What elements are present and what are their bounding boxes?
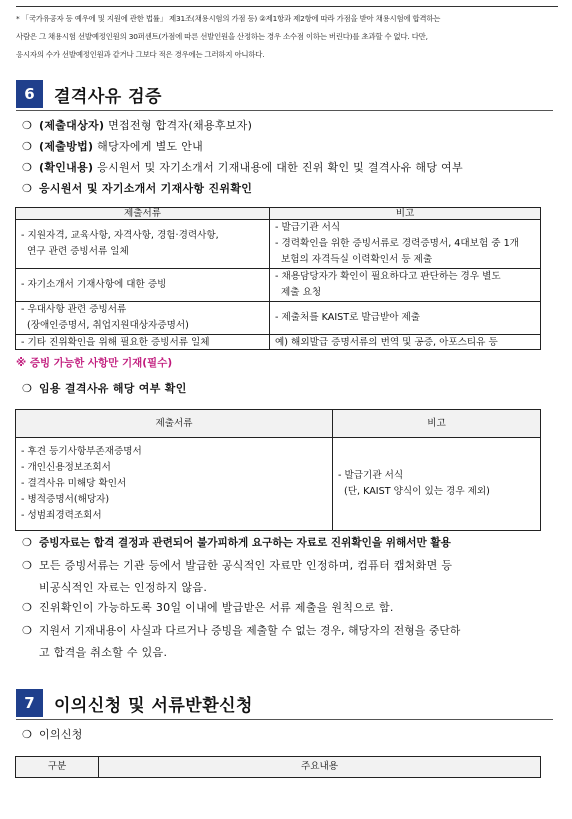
- table-cell: [270, 269, 541, 302]
- table-cell: [270, 302, 541, 335]
- bullet-text: 응시원서 및 자기소개서 기재내용에 대한 진위 확인 및 결격사유 해당 여부: [93, 161, 463, 174]
- table-row: [16, 335, 541, 350]
- table-row: [16, 438, 541, 531]
- paragraph-item: [22, 532, 547, 554]
- bullet-text: 응시원서 및 자기소개서 기재사항 진위확인: [39, 182, 253, 195]
- paragraph-item: [22, 555, 547, 599]
- circle-bullet-icon: ❍: [22, 140, 33, 153]
- cell-line: - 기타 진위확인을 위해 필요한 증빙서류 일체: [21, 336, 210, 348]
- bullet-item: [22, 160, 463, 176]
- circle-bullet-icon: ❍: [22, 119, 33, 132]
- table-header-row: [16, 208, 541, 220]
- bullet-label: (제출대상자): [39, 119, 105, 132]
- circle-bullet-icon: ❍: [22, 624, 33, 637]
- circle-bullet-icon: ❍: [22, 382, 33, 395]
- section-title: 결격사유 검증: [54, 86, 162, 107]
- cell-line: - 경력확인을 위한 증빙서류로 경력증명서, 4대보험 중 1개: [275, 238, 519, 249]
- column-header: 비고: [270, 208, 541, 220]
- section-divider: [16, 719, 553, 720]
- paragraph-continuation: 고 합격을 취소할 수 있음.: [39, 646, 168, 659]
- footnote-line: 응시자의 수가 선발예정인원과 같거나 그보다 적은 경우에는 그러하지 아니하다.: [16, 50, 265, 59]
- column-header: 제출서류: [16, 208, 270, 220]
- paragraph-item: [22, 597, 547, 619]
- circle-bullet-icon: ❍: [22, 601, 33, 614]
- cell-line: - 결격사유 미해당 확인서: [21, 478, 127, 489]
- cell-line: - 개인신용정보조회서: [21, 462, 111, 473]
- cell-line: - 성범죄경력조회서: [21, 510, 102, 521]
- disqualification-check-table: [15, 409, 541, 531]
- table-cell: [270, 335, 541, 350]
- required-note: ※ 증빙 가능한 사항만 기재(필수): [16, 357, 173, 369]
- footnote: [16, 6, 558, 64]
- column-header: 구분: [16, 757, 99, 778]
- cell-line: - 발급기관 서식: [275, 222, 341, 233]
- circle-bullet-icon: ❍: [22, 536, 33, 549]
- table-header-row: [16, 757, 541, 778]
- cell-line: - 채용담당자가 확인이 필요하다고 판단하는 경우 별도: [275, 271, 501, 282]
- circle-bullet-icon: ❍: [22, 161, 33, 174]
- paragraph-text: 진위확인이 가능하도록 30일 이내에 발급받은 서류 제출을 원칙으로 함.: [39, 601, 394, 614]
- section-number: 6: [16, 80, 43, 108]
- column-header: 제출서류: [16, 410, 333, 438]
- table-cell: [16, 302, 270, 335]
- paragraph-text: 지원서 기재내용이 사실과 다르거나 증빙을 제출할 수 없는 경우, 해당자의 전형을 중단하: [39, 624, 461, 637]
- circle-bullet-icon: ❍: [22, 559, 33, 572]
- bullet-item: [22, 727, 83, 743]
- column-header: 주요내용: [99, 757, 541, 778]
- bullet-item: [22, 118, 252, 134]
- table-cell: [16, 269, 270, 302]
- section-divider: [16, 110, 553, 111]
- table-cell: [16, 335, 270, 350]
- cell-line: 예) 해외발급 증명서류의 번역 및 공증, 아포스티유 등: [275, 336, 498, 348]
- bullet-text: 임용 결격사유 해당 여부 확인: [39, 382, 187, 395]
- bullet-text: 이의신청: [39, 728, 83, 741]
- appeal-table: [15, 756, 541, 778]
- paragraph-continuation: 비공식적인 자료는 인정하지 않음.: [39, 581, 208, 594]
- paragraph-item: [22, 620, 547, 664]
- table-row: [16, 220, 541, 269]
- table-row: [16, 302, 541, 335]
- footnote-line: 사람은 그 채용시험 선발예정인원의 30퍼센트(가점에 따른 선발인원을 산정하는 경우 소수점 이하는 버린다)를 초과할 수 없다. 다만,: [16, 32, 428, 41]
- bullet-label: (확인내용): [39, 161, 94, 174]
- table-cell: [333, 438, 541, 531]
- cell-line: - 자기소개서 기재사항에 대한 증빙: [21, 279, 167, 290]
- bullet-item: [22, 139, 203, 155]
- table-cell: [270, 220, 541, 269]
- section-number: 7: [16, 689, 43, 717]
- paragraph-text: 모든 증빙서류는 기관 등에서 발급한 공식적인 자료만 인정하며, 컴퓨터 캡처화면 등: [39, 559, 453, 572]
- bullet-item: [22, 181, 252, 197]
- cell-line: 제출 요청: [281, 287, 322, 298]
- table-cell: [16, 220, 270, 269]
- section-title: 이의신청 및 서류반환신청: [54, 695, 253, 716]
- column-header: 비고: [333, 410, 541, 438]
- circle-bullet-icon: ❍: [22, 728, 33, 741]
- table-row: [16, 269, 541, 302]
- cell-line: (단, KAIST 양식이 있는 경우 제외): [344, 486, 490, 497]
- footnote-line: * 「국가유공자 등 예우에 및 지원에 관한 법률」 제31조(채용시험의 가점 등) ②제1항과 제2항에 따라 가점을 받아 채용시험에 합격하는: [16, 14, 441, 23]
- cell-line: - 우대사항 관련 증빙서류: [21, 304, 127, 315]
- cell-line: - 지원자격, 교육사항, 자격사항, 경험·경력사항,: [21, 230, 219, 241]
- section-7-header: [16, 689, 253, 717]
- cell-line: - 발급기관 서식: [338, 470, 404, 481]
- cell-line: - 제출처를 KAIST로 발급받아 제출: [275, 312, 421, 323]
- bullet-item: [22, 381, 187, 397]
- cell-line: (장애인증명서, 취업지원대상자증명서): [27, 320, 189, 331]
- bullet-text: 해당자에게 별도 안내: [93, 140, 204, 153]
- cell-line: - 후견 등기사항부존재증명서: [21, 446, 142, 457]
- circle-bullet-icon: ❍: [22, 182, 33, 195]
- document-verification-table: [15, 207, 541, 350]
- bullet-text: 면접전형 합격자(채용후보자): [104, 119, 253, 132]
- cell-line: 보험의 자격득실 이력확인서 등 제출: [281, 254, 433, 265]
- table-cell: [16, 438, 333, 531]
- paragraph-text: 증빙자료는 합격 결정과 관련되어 불가피하게 요구하는 자료로 진위확인을 위해서만 활용: [39, 537, 451, 549]
- table-header-row: [16, 410, 541, 438]
- cell-line: - 병적증명서(해당자): [21, 494, 110, 505]
- section-6-header: [16, 80, 162, 108]
- bullet-label: (제출방법): [39, 140, 94, 153]
- cell-line: 연구 관련 증빙서류 일체: [27, 246, 129, 257]
